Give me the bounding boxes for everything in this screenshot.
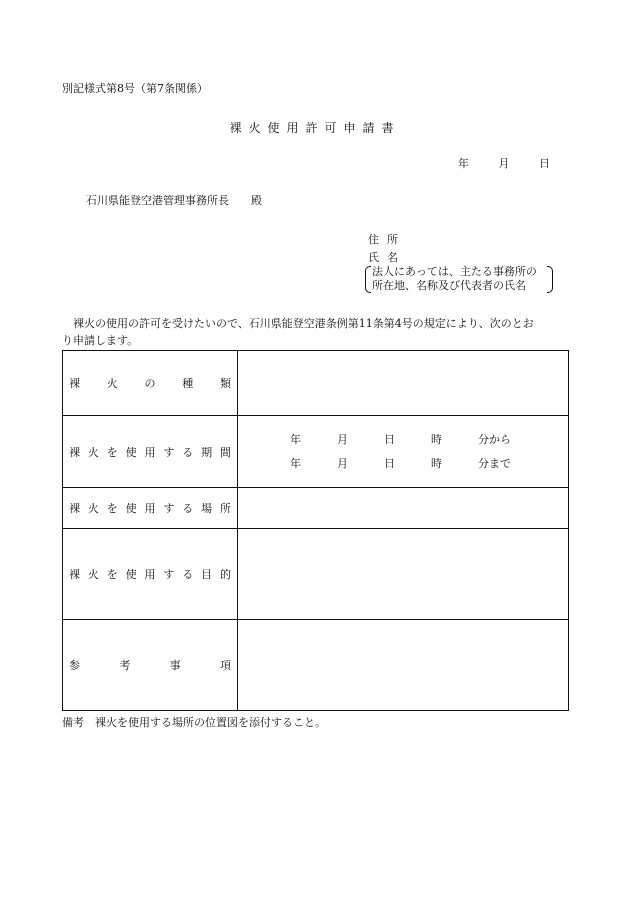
label-char: 的 bbox=[220, 568, 231, 581]
usage-period-value-cell[interactable] bbox=[238, 416, 569, 488]
remark bbox=[62, 714, 326, 730]
end-day-label: 日 bbox=[384, 456, 395, 470]
usage-location-value-cell[interactable] bbox=[238, 488, 569, 529]
label-char: 用 bbox=[144, 568, 156, 581]
label-char: 期 bbox=[201, 445, 213, 459]
right-bracket bbox=[547, 266, 553, 293]
document-title: 裸火使用許可申請書 bbox=[229, 121, 401, 135]
table-row bbox=[63, 416, 569, 488]
start-month-label: 月 bbox=[337, 432, 348, 446]
table-row bbox=[63, 620, 569, 711]
remark-text: 裸火を使用する場所の位置図を添付すること。 bbox=[95, 716, 326, 729]
label-char: 裸 bbox=[69, 502, 80, 515]
fire-type-value-cell[interactable] bbox=[238, 351, 569, 416]
date-line bbox=[458, 155, 550, 171]
row-label-cell bbox=[63, 488, 238, 529]
end-minute-label: 分まで bbox=[478, 456, 511, 470]
label-char: 火 bbox=[106, 377, 118, 390]
remark-label: 備考 bbox=[62, 716, 84, 729]
reference-notes-label bbox=[63, 657, 237, 673]
usage-purpose-value-cell[interactable] bbox=[238, 529, 569, 620]
label-char: る bbox=[182, 502, 194, 515]
label-char: 間 bbox=[220, 445, 231, 459]
row-label-cell bbox=[63, 351, 238, 416]
row-label-cell bbox=[63, 529, 238, 620]
corporation-note bbox=[365, 266, 553, 293]
label-char: す bbox=[163, 502, 175, 515]
label-char: 使 bbox=[125, 445, 137, 459]
usage-purpose-label bbox=[63, 566, 237, 582]
label-char: 裸 bbox=[69, 445, 80, 459]
addressee bbox=[86, 192, 262, 208]
application-table bbox=[62, 350, 569, 711]
label-char: 所 bbox=[220, 502, 231, 515]
end-month-label: 月 bbox=[337, 456, 348, 470]
label-char: を bbox=[106, 502, 118, 515]
declaration-line1: 裸火の使用の許可を受けたいので、石川県能登空港条例第11条第4号の規定により、次のとお bbox=[73, 317, 534, 330]
declaration-line2: り申請します。 bbox=[62, 334, 139, 347]
start-day-label: 日 bbox=[384, 432, 395, 446]
addressee-name: 石川県能登空港管理事務所長 bbox=[86, 194, 229, 207]
label-char: 項 bbox=[219, 659, 231, 672]
label-char: 用 bbox=[144, 445, 156, 459]
start-hour-label: 時 bbox=[431, 432, 442, 446]
period-start-row bbox=[290, 428, 568, 452]
label-char: 場 bbox=[201, 502, 213, 515]
form-reference-number: 別記様式第8号（第7条関係） bbox=[62, 82, 208, 95]
start-minute-label: 分から bbox=[478, 432, 511, 446]
corporation-note-line2: 所在地、名称及び代表者の氏名 bbox=[372, 279, 526, 292]
row-label-cell bbox=[63, 416, 238, 488]
end-year-label: 年 bbox=[290, 456, 301, 470]
label-char: 用 bbox=[144, 502, 156, 515]
label-char: 類 bbox=[220, 377, 231, 390]
label-char: す bbox=[163, 568, 175, 581]
label-char: 火 bbox=[87, 502, 99, 515]
corporation-note-text bbox=[372, 265, 537, 293]
label-char: 裸 bbox=[69, 377, 80, 390]
label-char: 参 bbox=[69, 659, 80, 672]
label-char: を bbox=[106, 445, 118, 459]
label-char: 考 bbox=[119, 659, 131, 672]
honorific: 殿 bbox=[251, 194, 262, 207]
applicant-name-label: 氏名 bbox=[368, 251, 406, 264]
table-row bbox=[63, 351, 569, 416]
start-year-label: 年 bbox=[290, 432, 301, 446]
label-char: 目 bbox=[201, 568, 213, 581]
label-char: を bbox=[106, 568, 118, 581]
row-label-cell bbox=[63, 620, 238, 711]
label-char: 事 bbox=[169, 659, 181, 672]
label-char: 種 bbox=[182, 377, 194, 390]
table-row bbox=[63, 488, 569, 529]
label-char: る bbox=[182, 445, 194, 459]
label-char: 裸 bbox=[69, 568, 80, 581]
label-char: 火 bbox=[87, 445, 99, 459]
date-year-label: 年 bbox=[458, 157, 469, 170]
usage-period-label bbox=[63, 444, 237, 460]
applicant-address-label: 住所 bbox=[368, 233, 406, 246]
label-char: 火 bbox=[87, 568, 99, 581]
label-char: 使 bbox=[125, 502, 137, 515]
label-char: す bbox=[163, 445, 175, 459]
reference-notes-value-cell[interactable] bbox=[238, 620, 569, 711]
left-bracket bbox=[365, 266, 371, 293]
corporation-note-line1: 法人にあっては、主たる事務所の bbox=[372, 265, 537, 278]
label-char: 使 bbox=[125, 568, 137, 581]
end-hour-label: 時 bbox=[431, 456, 442, 470]
date-day-label: 日 bbox=[539, 157, 550, 170]
usage-location-label bbox=[63, 500, 237, 516]
table-row bbox=[63, 529, 569, 620]
date-month-label: 月 bbox=[498, 157, 510, 170]
period-end-row bbox=[290, 452, 568, 476]
fire-type-label bbox=[63, 375, 237, 391]
usage-period-fields bbox=[238, 428, 568, 476]
label-char: の bbox=[144, 377, 156, 390]
label-char: る bbox=[182, 568, 194, 581]
declaration-text bbox=[62, 315, 572, 349]
